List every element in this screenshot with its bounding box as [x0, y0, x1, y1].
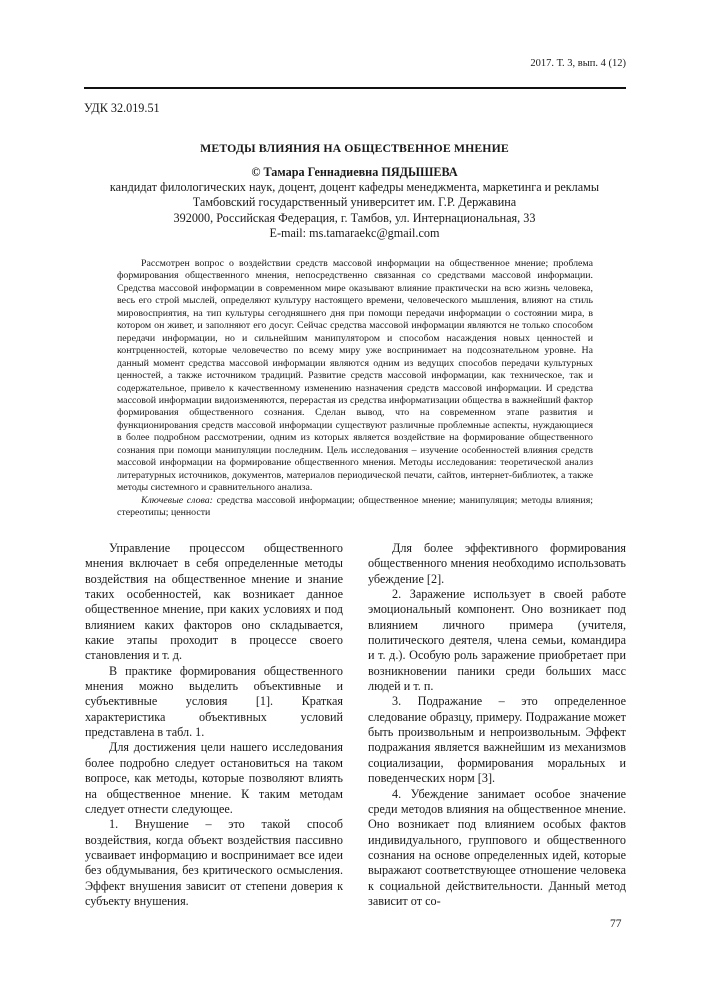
paragraph: Для более эффективного формирования общественного мнения необходимо использовать убеждение [2].	[368, 541, 626, 586]
author-position: кандидат филологических наук, доцент, доцент кафедры менеджмента, маркетинга и рекламы	[109, 180, 600, 195]
page-number: 77	[610, 918, 622, 930]
keywords-list: средства массовой информации; общественное мнение; манипуляция; методы влияния; стереотипы; ценности	[117, 494, 593, 519]
body-column-right	[368, 541, 626, 909]
paragraph: Для достижения цели нашего исследования более подробно следует остановиться на таком вопросе, как методы, которые позволяют влиять на общественное мнение. К таким методам следует отнести следующее.	[85, 740, 343, 816]
author-email: E-mail: ms.tamaraekc@gmail.com	[269, 225, 440, 240]
body-column-left	[85, 541, 343, 909]
header-rule	[84, 87, 626, 89]
abstract	[117, 258, 593, 520]
paragraph: 4. Убеждение занимает особое значение среди методов влияния на общественное мнение. Оно возникает под влиянием особых фактов индивидуального, группового и общественного сознания на основе определенных идей, которые выражают соответствующее отношение человека к социальной действительности. Данный метод зависит от со-	[368, 786, 626, 908]
running-head: 2017. Т. 3, вып. 4 (12)	[530, 58, 626, 69]
author-address: 392000, Российская Федерация, г. Тамбов, ул. Интернациональная, 33	[173, 210, 536, 225]
article-title: МЕТОДЫ ВЛИЯНИЯ НА ОБЩЕСТВЕННОЕ МНЕНИЕ	[200, 141, 509, 155]
paragraph: 2. Заражение использует в своей работе эмоциональный компонент. Оно возникает под влиянием личного примера (учителя, политического деятеля, члена семьи, командира и т. д.). Особую роль заражение приобретает при возникновении паники среди больших масс людей и т. п.	[368, 587, 626, 694]
abstract-text: Рассмотрен вопрос о воздействии средств массовой информации на общественное мнение; проблема формирования общественного мнения, непосредственно связанная со средствами массовой информации. Средства массовой информации в современном мире оказывают влияние практически на всю жизнь человека, весь его строй мыслей, определяют культуру настоящего времени, человеческого мышления, влияют на стиль мировосприятия, на тип культуры сегодняшнего дня при помощи передачи информации о состоянии мира, в котором он живет, и заполняют его досуг. Сейчас средства массовой информации являются не только способом передачи информации, но и сильнейшим манипулятором и способом насаждения новых ценностей и контрценностей, которые человечество по всему миру уже воспринимает на подсознательном уровне. На данный момент средства массовой информации являются одним из ведущих способов передачи культурных ценностей, а также источником традиций. Развитие средств массовой информации, как техническое, так и содержательное, привело к качественному изменению назначения средств массовой информации. И средства массовой информации видоизменяются, перерастая из средства информатизации общества в важнейший фактор формирования общественного сознания. Сделан вывод, что на современном этапе развития и функционирования средств массовой информации существуют различные проблемные аспекты, нуждающиеся в более подробном рассмотрении, одним из которых является воздействие на формирование общественного сознания при помощи манипуляции последним. Цель исследования – изучение особенностей влияния средств массовой информации на формирование общественного мнения. Методы исследования: теоретической анализ литературных источников, документов, материалов периодической печати, сайтов, интернет-библиотек, а также методы системного и сравнительного анализа.	[117, 258, 593, 494]
keywords-label: Ключевые слова:	[141, 494, 213, 506]
paragraph: 3. Подражание – это определенное следование образцу, примеру. Подражание может быть произвольным и непроизвольным. Эффект подражания является важнейшим из механизмов социализации, формирования моральных и поведенческих норм [3].	[368, 694, 626, 786]
copyright-icon: ©	[251, 165, 261, 179]
paragraph: 1. Внушение – это такой способ воздействия, когда объект воздействия пассивно усваивает информацию и воспринимает все идеи без обдумывания, без критического осмысления. Эффект внушения зависит от степени доверия к субъекту внушения.	[85, 817, 343, 908]
author-name-line	[0, 165, 709, 180]
keywords	[117, 495, 593, 520]
author-affiliation: Тамбовский государственный университет им. Г.Р. Державина	[192, 195, 517, 210]
paragraph: Управление процессом общественного мнения включает в себя определенные методы воздействия на общественное мнение и знание таких особенностей, как возникает данное общественное мнение, при каких условиях и под влиянием каких факторов оно складывается, какие этапы проходит в процессе своего становления и т. д.	[85, 541, 343, 663]
author-name: Тамара Геннадиевна ПЯДЫШЕВА	[263, 165, 458, 179]
author-block	[0, 165, 709, 241]
udc-code: УДК 32.019.51	[84, 101, 160, 115]
paragraph: В практике формирования общественного мнения можно выделить объективные и субъективные условия [1]. Краткая характеристика объективных условий представлена в табл. 1.	[85, 663, 343, 740]
